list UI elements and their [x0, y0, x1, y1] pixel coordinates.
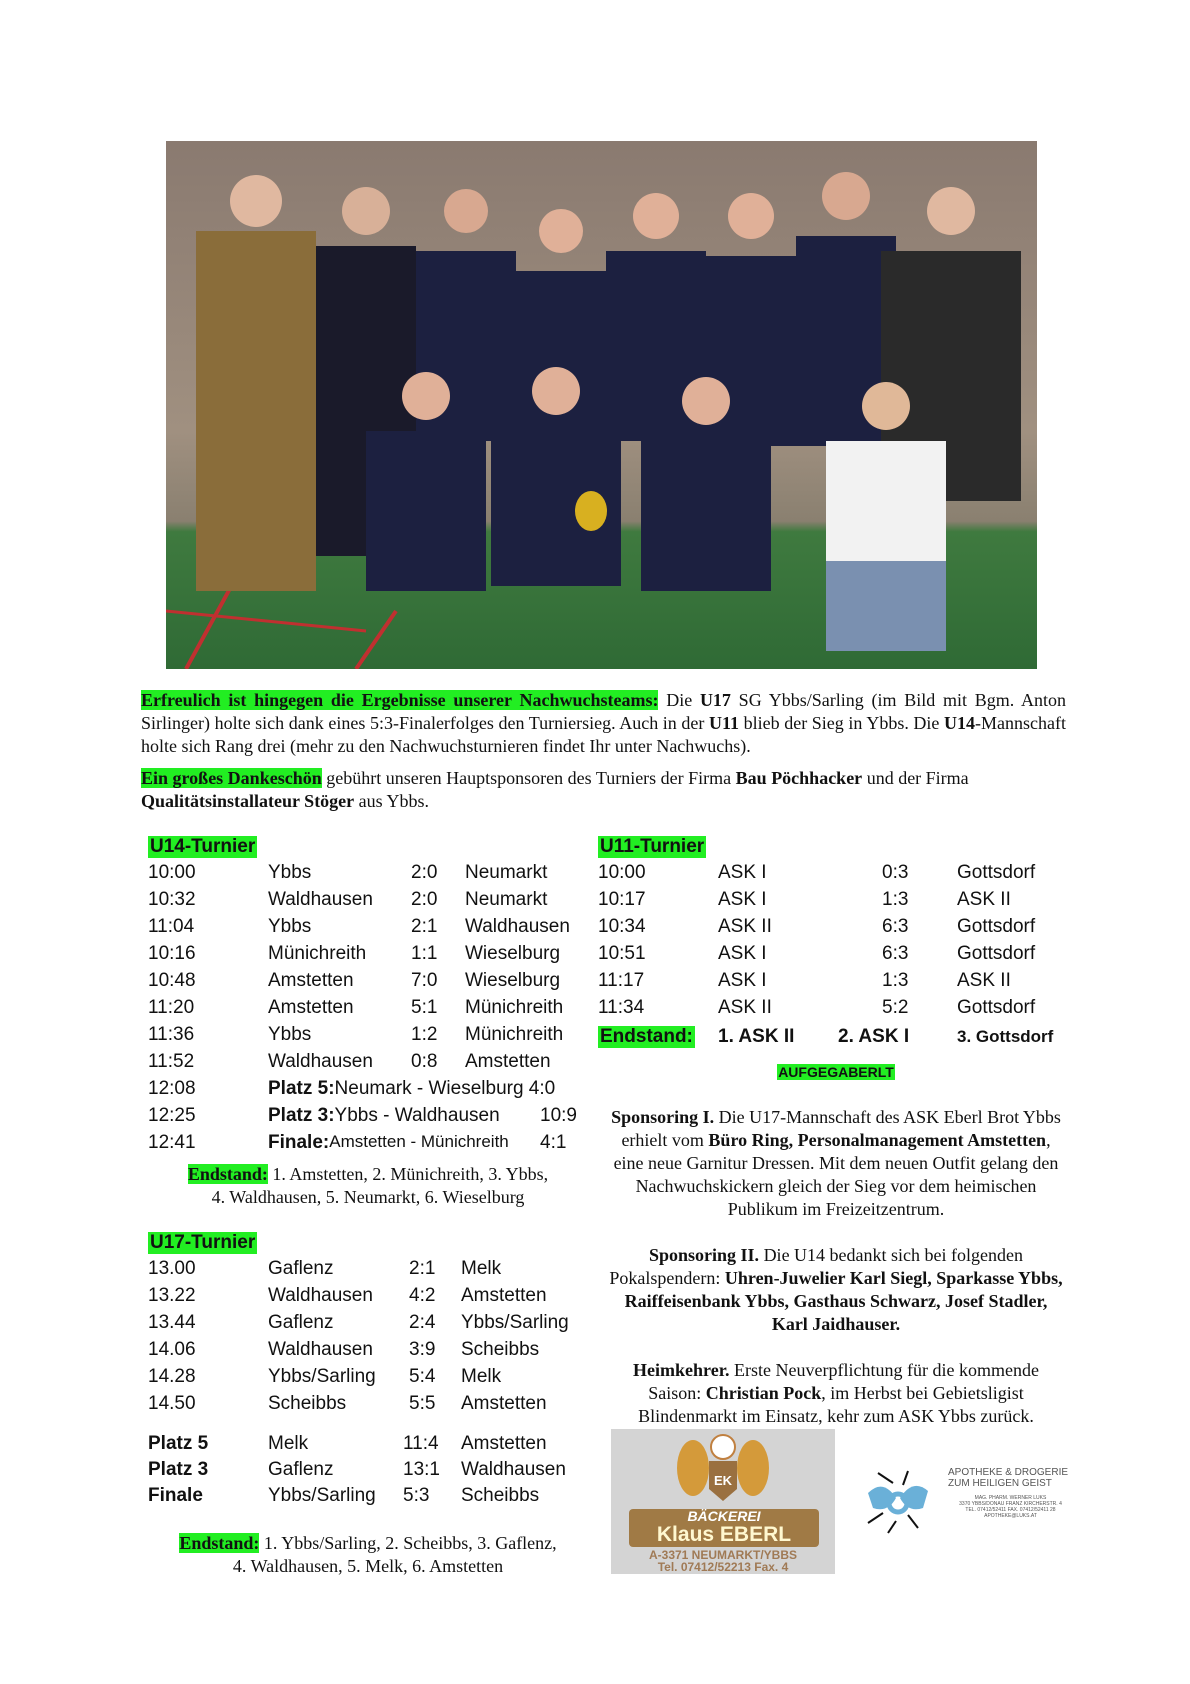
- cell: 10:34: [598, 916, 646, 937]
- table-row: [148, 1339, 588, 1366]
- apotheke-logo: APOTHEKE & DROGERIE ZUM HEILIGEN GEIST MAG. PHARM. WERNER LUKS 3370 YBBS/DONAU FRANZ KIRCHERSTR. 4 TEL. 07412/52411 FAX. 07412/52411 28 APOTHEKE@LUKS.AT: [858, 1455, 1068, 1540]
- cell: Waldhausen: [268, 889, 373, 910]
- cell: Melk: [268, 1433, 309, 1454]
- cell: 13.22: [148, 1285, 196, 1306]
- cell: 1:3: [882, 889, 909, 910]
- cell: 5:4: [409, 1366, 436, 1387]
- u11-endstand: Endstand: 1. ASK II 2. ASK I 3. Gottsdorf: [600, 1026, 1054, 1047]
- cell: 2:1: [409, 1258, 436, 1279]
- cell: Waldhausen: [461, 1459, 566, 1480]
- cell: 5:5: [409, 1393, 436, 1414]
- table-row: [148, 1024, 588, 1051]
- heimkehrer: Heimkehrer. Erste Neuverpflichtung für die kommende Saison: Christian Pock, im Herbst bei Gebietsligist Blindenmarkt im Einsatz, kehr zum ASK Ybbs zurück.: [633, 1360, 1039, 1426]
- table-row: [148, 889, 588, 916]
- cell: Ybbs: [268, 862, 312, 883]
- table-row: [598, 943, 1068, 970]
- table-row: [598, 916, 1068, 943]
- cell: 1:2: [411, 1024, 438, 1045]
- table-row: [148, 943, 588, 970]
- cell: 10:48: [148, 970, 196, 991]
- cell: 2:0: [411, 889, 438, 910]
- table-row: [148, 862, 588, 889]
- cell: Amstetten: [268, 997, 354, 1018]
- cell: 4:2: [409, 1285, 436, 1306]
- cell: 11:34: [598, 997, 645, 1018]
- table-row: [148, 1285, 588, 1312]
- cell: ASK II: [718, 997, 772, 1018]
- cell: 11:36: [148, 1024, 195, 1045]
- cell: Melk: [461, 1366, 502, 1387]
- cell: Finale: [148, 1485, 203, 1506]
- cell: 1:3: [882, 970, 909, 991]
- cell: Platz 3: [148, 1459, 209, 1480]
- table-row: [598, 889, 1068, 916]
- cell: 6:3: [882, 916, 909, 937]
- cell: Wieselburg: [465, 970, 561, 991]
- cell: Ybbs/Sarling: [461, 1312, 569, 1333]
- table-row: [148, 1393, 588, 1420]
- dove-icon: [858, 1463, 938, 1539]
- cell: 14.28: [148, 1366, 196, 1387]
- u14-title: U14-Turnier: [150, 836, 256, 857]
- cell: Amstetten: [461, 1285, 547, 1306]
- u11-title: U11-Turnier: [600, 836, 705, 857]
- cell: 6:3: [882, 943, 909, 964]
- cell: 5:3: [403, 1485, 430, 1506]
- table-row: [148, 1051, 588, 1078]
- final-row: 12:08 Platz 5: Neumark - Wieselburg 4:0: [148, 1078, 556, 1099]
- cell: ASK I: [718, 970, 767, 991]
- aufgegaberlt-heading: AUFGEGABERLT: [778, 1064, 894, 1080]
- cell: 2:1: [411, 916, 438, 937]
- u11-results-table: [598, 836, 1068, 1056]
- baeckerei-eberl-logo: EK BÄCKEREI Klaus EBERL A-3371 NEUMARKT/YBBS Tel. 07412/52213 Fax. 4: [611, 1429, 835, 1574]
- cell: Ybbs/Sarling: [268, 1485, 376, 1506]
- cell: Waldhausen: [268, 1339, 373, 1360]
- cell: Scheibbs: [461, 1485, 540, 1506]
- table-row: [598, 862, 1068, 889]
- cell: 5:2: [882, 997, 909, 1018]
- u17-results-table: [148, 1232, 588, 1532]
- cell: Münichreith: [465, 1024, 564, 1045]
- cell: 2:0: [411, 862, 438, 883]
- cell: Münichreith: [268, 943, 367, 964]
- cell: ASK II: [718, 916, 772, 937]
- final-row: 12:25 Platz 3: Ybbs - Waldhausen 10:9: [148, 1105, 577, 1126]
- cell: 13:1: [403, 1459, 440, 1480]
- cell: Waldhausen: [465, 916, 570, 937]
- table-row: [148, 1258, 588, 1285]
- cell: Gottsdorf: [957, 997, 1036, 1018]
- cell: 0:3: [882, 862, 909, 883]
- cell: Münichreith: [465, 997, 564, 1018]
- cell: 10:51: [598, 943, 646, 964]
- table-row: [148, 997, 588, 1024]
- cell: 2:4: [409, 1312, 436, 1333]
- cell: 14.06: [148, 1339, 196, 1360]
- final-row: [148, 1433, 588, 1460]
- cell: Waldhausen: [268, 1285, 373, 1306]
- final-row: [148, 1485, 588, 1512]
- cell: Scheibbs: [461, 1339, 540, 1360]
- cell: 11:4: [403, 1433, 439, 1454]
- cell: 0:8: [411, 1051, 438, 1072]
- cell: 10:32: [148, 889, 196, 910]
- cell: Amstetten: [465, 1051, 551, 1072]
- cell: Ybbs/Sarling: [268, 1366, 376, 1387]
- table-row: [148, 1366, 588, 1393]
- cell: 13.00: [148, 1258, 196, 1279]
- cell: Gottsdorf: [957, 916, 1036, 937]
- cell: 10:16: [148, 943, 196, 964]
- cell: 10:00: [598, 862, 646, 883]
- cell: Ybbs: [268, 916, 312, 937]
- cell: Gottsdorf: [957, 943, 1036, 964]
- intro-highlight: Erfreulich ist hingegen die Ergebnisse unserer Nachwuchsteams:: [141, 690, 659, 710]
- cell: 11:52: [148, 1051, 195, 1072]
- table-row: [148, 970, 588, 997]
- cell: Gaflenz: [268, 1258, 334, 1279]
- team-photo: [166, 141, 1037, 669]
- cell: 11:04: [148, 916, 195, 937]
- sponsoring-2: Sponsoring II. Die U14 bedankt sich bei folgenden Pokalspendern: Uhren-Juwelier Karl Siegl, Sparkasse Ybbs, Raiffeisenbank Ybbs, Gasthaus Schwarz, Josef Stadler, Karl Jaidhauser.: [609, 1245, 1063, 1334]
- cell: Gaflenz: [268, 1312, 334, 1333]
- table-row: [148, 1312, 588, 1339]
- cell: 5:1: [411, 997, 438, 1018]
- lion-crest-icon: [671, 1433, 775, 1505]
- cell: Neumarkt: [465, 862, 548, 883]
- thanks-paragraph: Ein großes Dankeschön gebührt unseren Hauptsponsoren des Turniers der Firma Bau Pöchhacker und der Firma Qualitätsinstallateur Stöger aus Ybbs.: [141, 768, 969, 811]
- cell: 11:20: [148, 997, 195, 1018]
- cell: ASK I: [718, 862, 767, 883]
- u14-results-table: [148, 836, 588, 1176]
- u17-title: U17-Turnier: [150, 1232, 256, 1253]
- team-photo-illustration: [166, 141, 1037, 669]
- table-row: [148, 916, 588, 943]
- svg-text:EK: EK: [713, 1473, 733, 1488]
- cell: 13.44: [148, 1312, 196, 1333]
- cell: Platz 5: [148, 1433, 209, 1454]
- cell: 10:00: [148, 862, 196, 883]
- cell: ASK I: [718, 889, 767, 910]
- table-row: [598, 970, 1068, 997]
- cell: 7:0: [411, 970, 438, 991]
- table-row: [598, 997, 1068, 1024]
- cell: Amstetten: [268, 970, 354, 991]
- cell: Melk: [461, 1258, 502, 1279]
- cell: Ybbs: [268, 1024, 312, 1045]
- cell: Wieselburg: [465, 943, 561, 964]
- cell: ASK II: [957, 889, 1011, 910]
- u17-endstand: Endstand: 1. Ybbs/Sarling, 2. Scheibbs, 3. Gaflenz, 4. Waldhausen, 5. Melk, 6. Amstetten: [179, 1533, 557, 1576]
- cell: ASK II: [957, 970, 1011, 991]
- cell: 3:9: [409, 1339, 436, 1360]
- intro-paragraph: Erfreulich ist hingegen die Ergebnisse unserer Nachwuchsteams: Die U17 SG Ybbs/Sarling (im Bild mit Bgm. Anton Sirlinger) holte sich dank eines 5:3-Finalerfolges den Turniersieg. Auch in der U11 blieb der Sieg in Ybbs. Die U14-Mannschaft holte sich Rang drei (mehr zu den Nachwuchsturnieren findet Ihr unter Nachwuchs).: [141, 690, 1066, 756]
- cell: Amstetten: [461, 1433, 547, 1454]
- cell: Waldhausen: [268, 1051, 373, 1072]
- cell: Gaflenz: [268, 1459, 334, 1480]
- thanks-highlight: Ein großes Dankeschön: [141, 768, 322, 788]
- cell: 10:17: [598, 889, 646, 910]
- u14-endstand: Endstand: 1. Amstetten, 2. Münichreith, 3. Ybbs, 4. Waldhausen, 5. Neumarkt, 6. Wieselburg: [187, 1164, 549, 1207]
- cell: Scheibbs: [268, 1393, 347, 1414]
- cell: Amstetten: [461, 1393, 547, 1414]
- cell: Neumarkt: [465, 889, 548, 910]
- sponsoring-1: Sponsoring I. Die U17-Mannschaft des ASK Eberl Brot Ybbs erhielt vom Büro Ring, Personalmanagement Amstetten, eine neue Garnitur Dressen. Mit dem neuen Outfit gelang den Nachwuchskickern gleich der Sieg vor dem heimischen Publikum im Freizeitzentrum.: [611, 1107, 1061, 1219]
- cell: Gottsdorf: [957, 862, 1036, 883]
- final-row: 12:41 Finale: Amstetten - Münichreith 4:1: [148, 1132, 567, 1153]
- cell: 11:17: [598, 970, 645, 991]
- cell: 1:1: [411, 943, 438, 964]
- final-row: [148, 1459, 588, 1486]
- cell: ASK I: [718, 943, 767, 964]
- cell: 14.50: [148, 1393, 196, 1414]
